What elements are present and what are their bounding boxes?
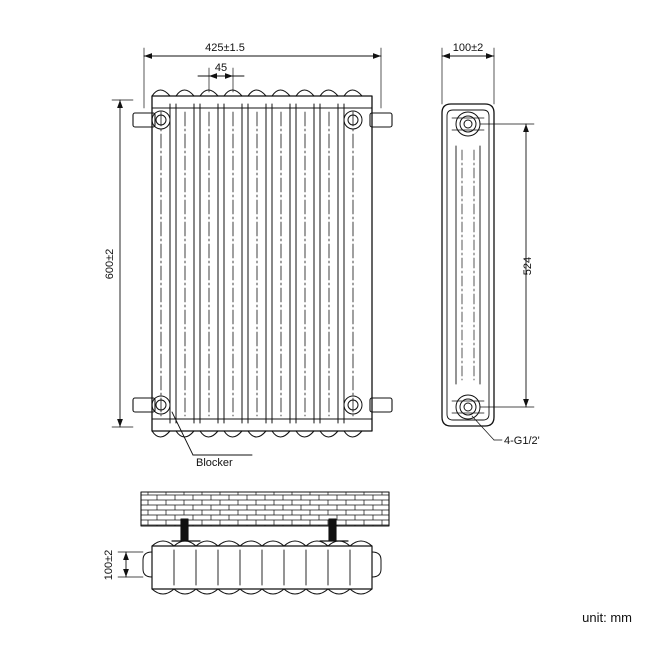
front-width-dimension: 425±1.5: [205, 42, 245, 54]
blocker-label: Blocker: [196, 457, 233, 469]
front-height-dimension: 600±2: [104, 248, 116, 280]
front-pitch-dimension: 45: [214, 62, 228, 74]
unit-note: unit: mm: [582, 610, 632, 625]
front-view: [112, 48, 392, 455]
side-view: [442, 48, 534, 440]
top-depth-dimension: 100±2: [103, 549, 115, 581]
thread-spec-label: 4-G1/2': [504, 435, 540, 447]
side-center-distance-dimension: 524: [522, 256, 534, 276]
top-view: [118, 492, 389, 594]
side-depth-dimension: 100±2: [452, 42, 484, 54]
